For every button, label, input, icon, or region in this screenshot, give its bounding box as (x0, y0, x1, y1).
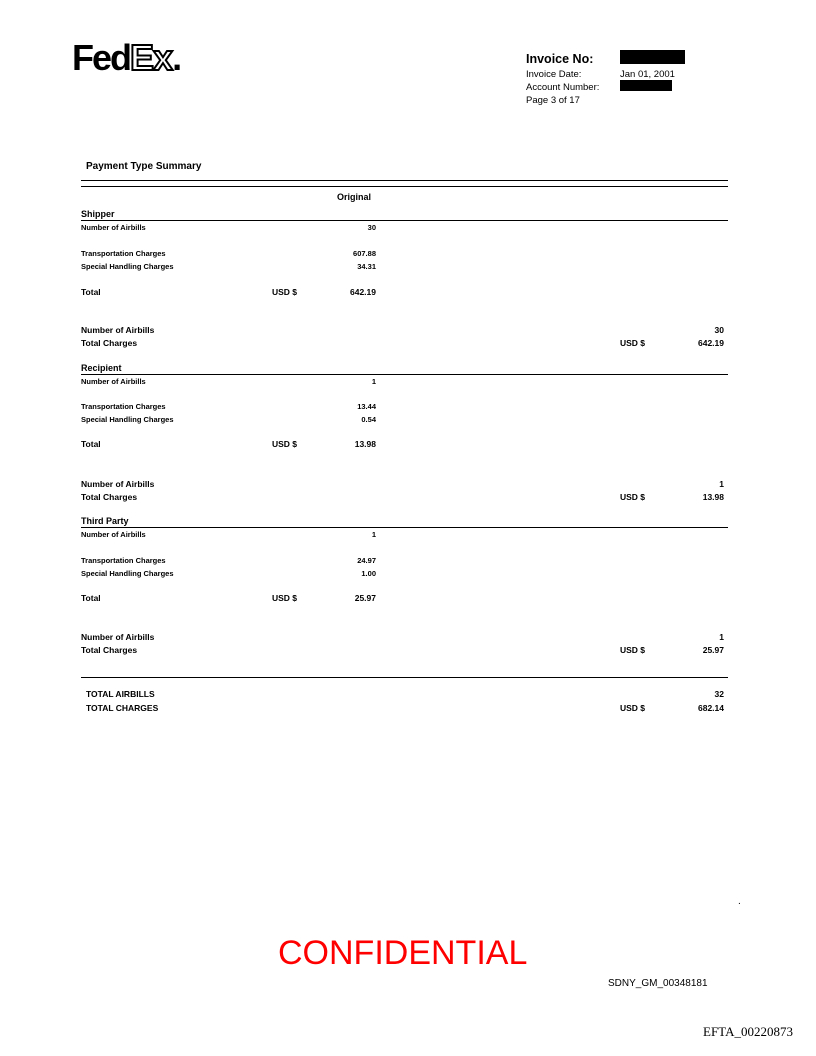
summary-currency: USD $ (620, 492, 646, 502)
special-handling-label: Special Handling Charges (81, 415, 174, 424)
transportation-value: 24.97 (357, 556, 376, 565)
column-header-original: Original (337, 192, 372, 202)
total-label: Total (81, 593, 101, 603)
special-handling-label: Special Handling Charges (81, 569, 174, 578)
logo-ex: Ex (130, 37, 173, 78)
transportation-value: 13.44 (357, 402, 376, 411)
airbills-label: Number of Airbills (81, 377, 146, 386)
account-number-label: Account Number: (526, 82, 600, 93)
transportation-label: Transportation Charges (81, 556, 166, 565)
special-handling-label: Special Handling Charges (81, 262, 174, 271)
total-airbills-label: TOTAL AIRBILLS (86, 689, 155, 699)
divider (81, 220, 728, 221)
logo-dot: . (172, 37, 181, 78)
total-currency: USD $ (272, 593, 298, 603)
total-label: Total (81, 439, 101, 449)
redacted-invoice-number (620, 50, 685, 64)
summary-charges-value: 25.97 (702, 645, 724, 655)
total-currency: USD $ (272, 287, 298, 297)
total-charges-value: 682.14 (698, 703, 724, 713)
summary-airbills-label: Number of Airbills (81, 479, 155, 489)
transportation-value: 607.88 (353, 249, 376, 258)
summary-airbills-value: 30 (714, 325, 724, 335)
efta-number: EFTA_00220873 (703, 1024, 793, 1039)
airbills-value: 30 (367, 223, 376, 232)
fedex-logo (72, 38, 180, 78)
invoice-date-label: Invoice Date: (526, 69, 582, 80)
summary-airbills-label: Number of Airbills (81, 632, 155, 642)
invoice-no-label: Invoice No: (526, 52, 594, 66)
transportation-label: Transportation Charges (81, 402, 166, 411)
total-label: Total (81, 287, 101, 297)
divider (81, 374, 728, 375)
transportation-label: Transportation Charges (81, 249, 166, 258)
page-indicator: Page 3 of 17 (526, 95, 580, 106)
summary-airbills-value: 1 (719, 479, 724, 489)
summary-charges-value: 642.19 (698, 338, 724, 348)
airbills-label: Number of Airbills (81, 530, 146, 539)
total-value: 25.97 (354, 593, 376, 603)
summary-currency: USD $ (620, 645, 646, 655)
summary-charges-label: Total Charges (81, 338, 138, 348)
summary-airbills-label: Number of Airbills (81, 325, 155, 335)
summary-charges-label: Total Charges (81, 492, 138, 502)
total-charges-currency: USD $ (620, 703, 646, 713)
total-airbills-value: 32 (714, 689, 724, 699)
airbills-value: 1 (371, 530, 376, 539)
confidential-stamp: CONFIDENTIAL (278, 934, 528, 972)
logo-fed: Fed (72, 37, 131, 78)
divider (81, 527, 728, 528)
stray-dot: . (738, 896, 741, 907)
airbills-label: Number of Airbills (81, 223, 146, 232)
invoice-date: Jan 01, 2001 (620, 69, 675, 80)
special-handling-value: 34.31 (357, 262, 376, 271)
special-handling-value: 0.54 (361, 415, 376, 424)
divider (81, 180, 728, 181)
group-title-third-party: Third Party (81, 516, 129, 526)
total-value: 13.98 (354, 439, 376, 449)
section-title: Payment Type Summary (86, 161, 202, 172)
total-currency: USD $ (272, 439, 298, 449)
divider (81, 186, 728, 187)
summary-charges-label: Total Charges (81, 645, 138, 655)
bates-number: SDNY_GM_00348181 (608, 978, 708, 989)
group-title-shipper: Shipper (81, 209, 115, 219)
total-value: 642.19 (350, 287, 376, 297)
special-handling-value: 1.00 (361, 569, 376, 578)
summary-airbills-value: 1 (719, 632, 724, 642)
summary-charges-value: 13.98 (702, 492, 724, 502)
summary-currency: USD $ (620, 338, 646, 348)
airbills-value: 1 (371, 377, 376, 386)
total-charges-label: TOTAL CHARGES (86, 703, 159, 713)
redacted-account-number (620, 80, 672, 91)
divider (81, 677, 728, 678)
group-title-recipient: Recipient (81, 363, 122, 373)
